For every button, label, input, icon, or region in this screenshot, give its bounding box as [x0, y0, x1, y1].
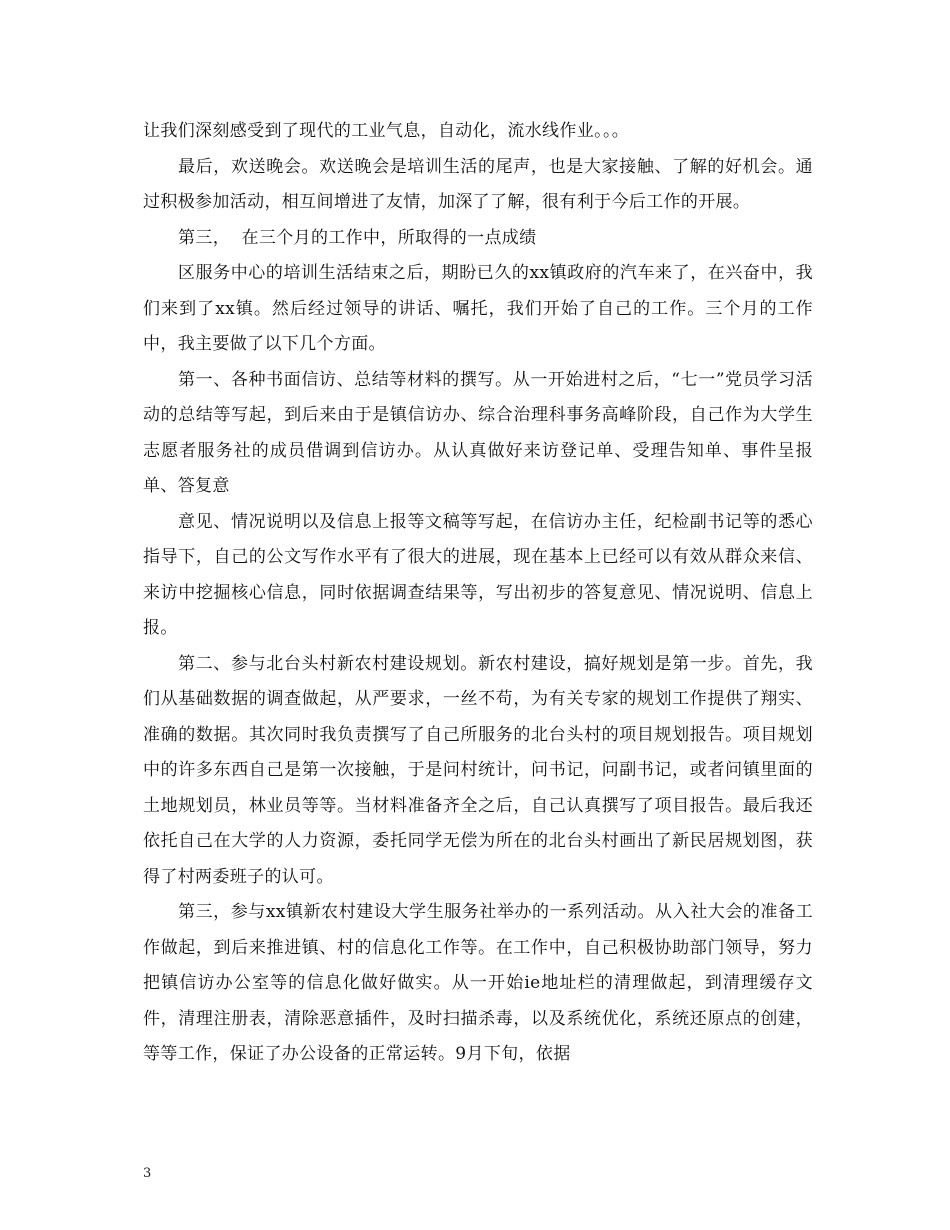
paragraph-continuation: 让我们深刻感受到了现代的工业气息，自动化，流水线作业。。。 [143, 121, 630, 141]
paragraph-arrival: 区服务中心的培训生活结束之后，期盼已久的xx镇政府的汽车来了，在兴奋中，我们来到了xx镇。然后经过领导的讲话、嘱托，我们开始了自己的工作。三个月的工作中，我主要做了以下几个方面。 [143, 263, 813, 354]
paragraph-village-planning: 第二、参与北台头村新农村建设规划。新农村建设，搞好规划是第一步。首先，我们从基础数据的调查做起，从严要求，一丝不苟，为有关专家的规划工作提供了翔实、准确的数据。其次同时我负责撰写了自己所服务的北台头村的项目规划报告。项目规划中的许多东西自己是第一次接触，于是问村统计，问书记，问副书记，或者问镇里面的土地规划员，林业员等等。当材料准备齐全之后，自己认真撰写了项目报告。最后我还依托自己在大学的人力资源，委托同学无偿为所在的北台头村画出了新民居规划图，获得了村两委班子的认可。 [143, 653, 813, 887]
paragraph-writing-work: 第一、各种书面信访、总结等材料的撰写。从一开始进村之后，“七一”党员学习活动的总结等写起，到后来由于是镇信访办、综合治理科事务高峰阶段，自己作为大学生志愿者服务社的成员借调到信访办。从认真做好来访登记单、受理告知单、事件呈报单、答复意 [143, 369, 813, 496]
page-number: 3 [143, 1166, 152, 1181]
body-text [143, 114, 813, 1073]
paragraph-writing-progress: 意见、情况说明以及信息上报等文稿等写起，在信访办主任，纪检副书记等的悉心指导下，自己的公文写作水平有了很大的进展，现在基本上已经可以有效从群众来信、来访中挖掘核心信息，同时依据调查结果等，写出初步的答复意见、情况说明、信息上报。 [143, 511, 813, 638]
paragraph-service-activities: 第三，参与xx镇新农村建设大学生服务社举办的一系列活动。从入社大会的准备工作做起，到后来推进镇、村的信息化工作等。在工作中，自己积极协助部门领导，努力把镇信访办公室等的信息化做好做实。从一开始ie地址栏的清理做起，到清理缓存文件，清理注册表，清除恶意插件，及时扫描杀毒，以及系统优化，系统还原点的创建，等等工作，保证了办公设备的正常运转。9月下旬，依据 [143, 902, 813, 1064]
section-heading-achievements: 第三， 在三个月的工作中，所取得的一点成绩 [178, 227, 537, 248]
paragraph-farewell-party: 最后，欢送晚会。欢送晚会是培训生活的尾声，也是大家接触、了解的好机会。通过积极参加活动，相互间增进了友情，加深了了解，很有利于今后工作的开展。 [143, 156, 813, 212]
